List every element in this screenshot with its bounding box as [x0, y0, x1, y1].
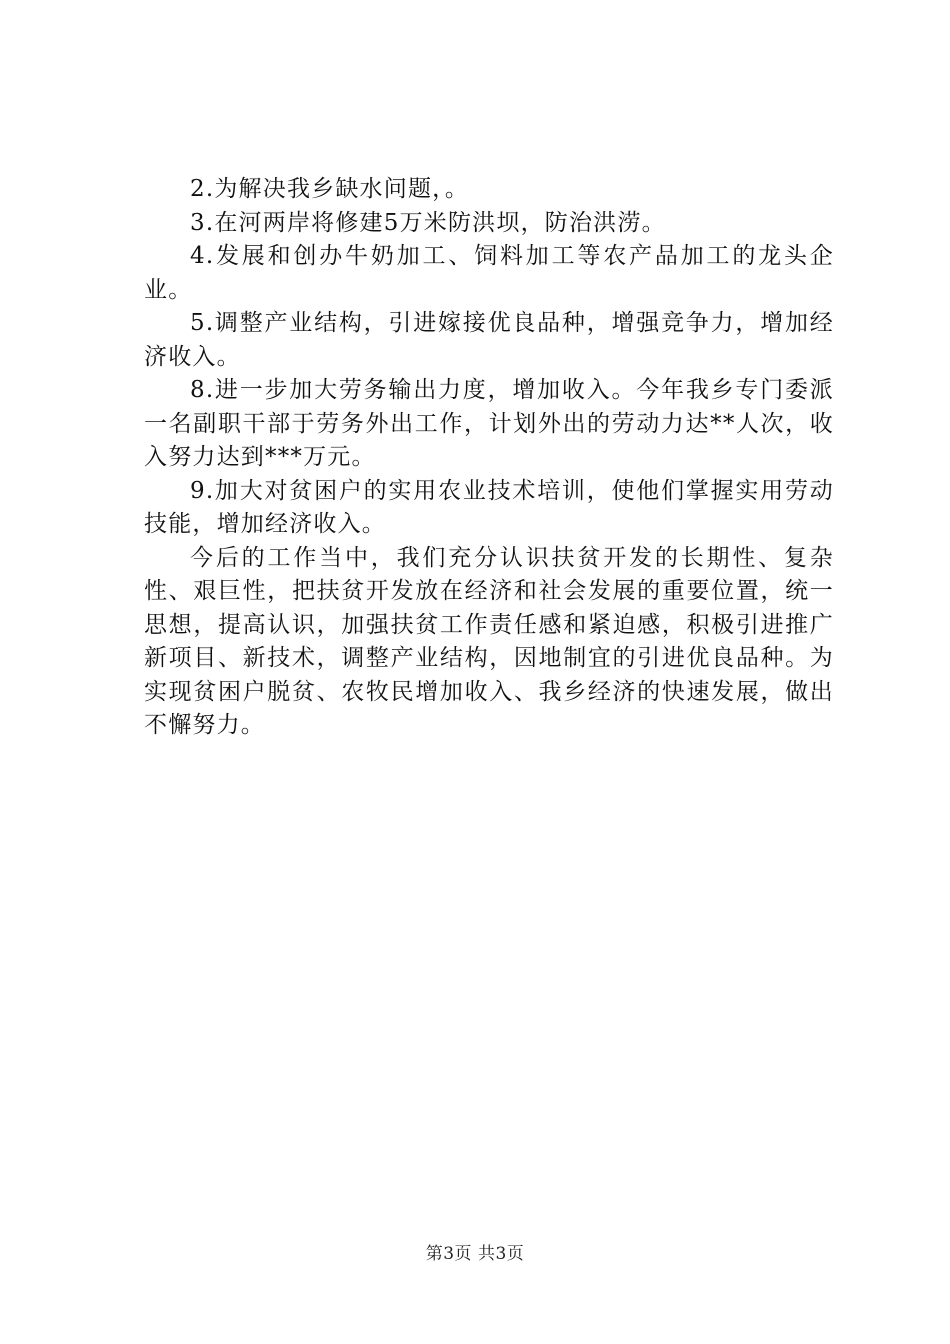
paragraph-item-5: 5.调整产业结构，引进嫁接优良品种，增强竞争力，增加经济收入。	[144, 310, 834, 370]
paragraph-item-4: 4.发展和创办牛奶加工、饲料加工等农产品加工的龙头企业。	[144, 243, 834, 303]
paragraph-conclusion: 今后的工作当中，我们充分认识扶贫开发的长期性、复杂性、艰巨性，把扶贫开发放在经济和社会发展的重要位置，统一思想，提高认识，加强扶贫工作责任感和紧迫感，积极引进推广新项目、新技术，调整产业结构，因地制宜的引进优良品种。为实现贫困户脱贫、农牧民增加收入、我乡经济的快速发展，做出不懈努力。	[144, 544, 834, 738]
document-body	[144, 173, 834, 743]
paragraph-item-3: 3.在河两岸将修建5万米防洪坝，防治洪涝。	[190, 209, 666, 236]
paragraph-item-8: 8.进一步加大劳务输出力度，增加收入。今年我乡专门委派一名副职干部于劳务外出工作，计划外出的劳动力达**人次，收入努力达到***万元。	[144, 377, 834, 470]
page-number-footer: 第3页 共3页	[425, 1244, 525, 1264]
paragraph-item-2: 2.为解决我乡缺水问题，。	[190, 176, 470, 202]
paragraph-item-9: 9.加大对贫困户的实用农业技术培训，使他们掌握实用劳动技能，增加经济收入。	[144, 477, 834, 537]
